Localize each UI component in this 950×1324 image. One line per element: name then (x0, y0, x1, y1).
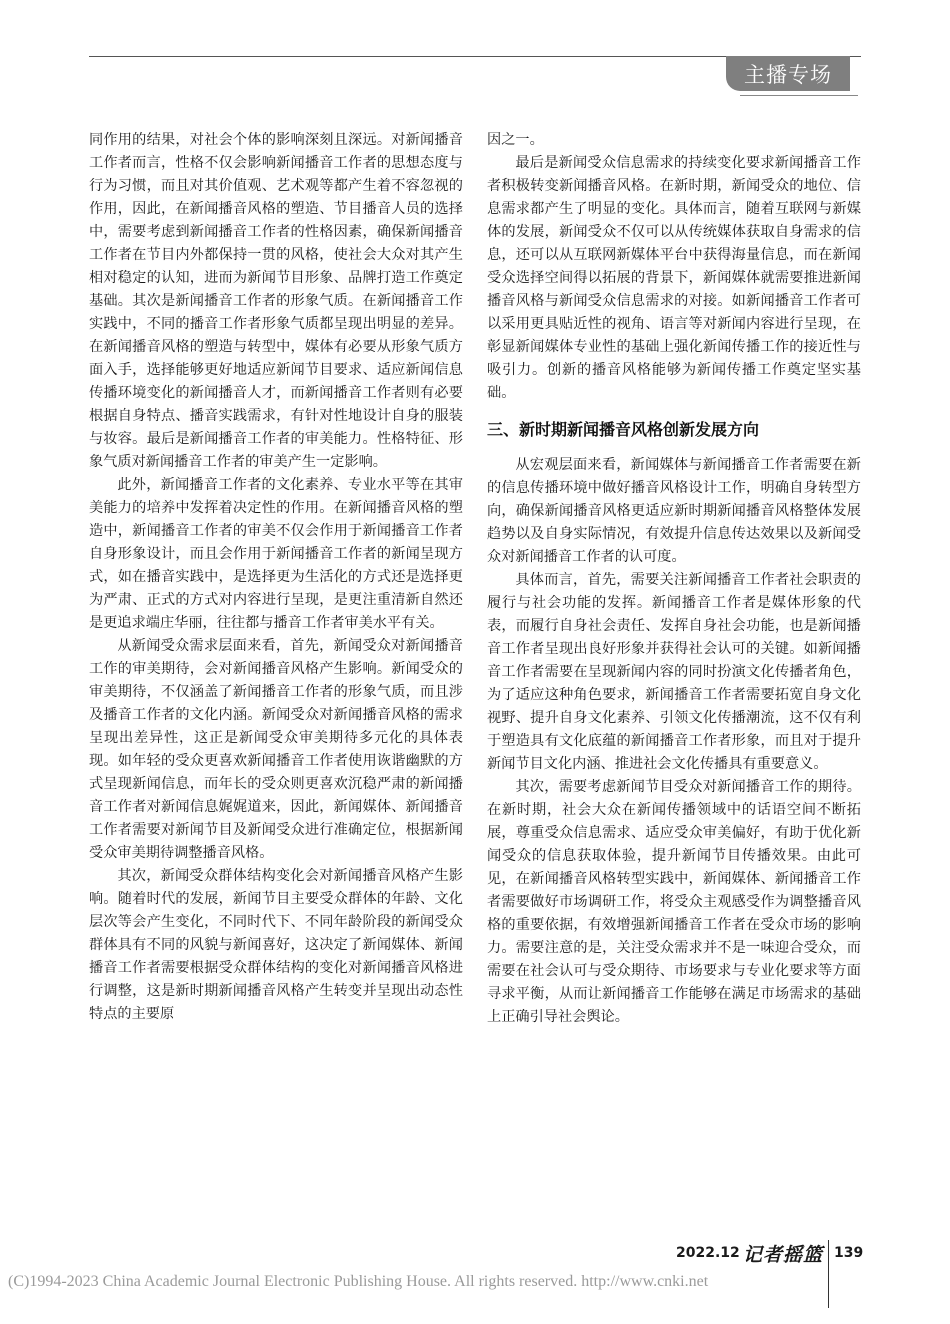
journal-logo: 记者摇篮 (743, 1244, 824, 1266)
copyright-watermark: (C)1994-2023 China Academic Journal Electronic Publishing House. All rights reserved. http://www.cnki.net (8, 1273, 709, 1290)
section-tag-label: 主播专场 (744, 62, 832, 87)
right-column (487, 129, 861, 1029)
body-paragraph: 因之一。 (487, 132, 544, 148)
left-column (89, 129, 463, 1026)
section-heading: 三、新时期新闻播音风格创新发展方向 (487, 420, 760, 439)
page-number: 139 (834, 1245, 864, 1261)
section-tag (726, 56, 850, 91)
body-paragraph: 从宏观层面来看，新闻媒体与新闻播音工作者需要在新的信息传播环境中做好播音风格设计工作，明确自身转型方向，确保新闻播音风格更适应新时期新闻播音风格整体发展趋势以及自身实际情况，有效提升信息传达效果以及新闻受众对新闻播音工作者的认可度。 (487, 457, 861, 565)
body-paragraph: 此外，新闻播音工作者的文化素养、专业水平等在其审美能力的培养中发挥着决定性的作用。在新闻播音风格的塑造中，新闻播音工作者的审美不仅会作用于新闻播音工作者自身形象设计，而且会作用于新闻播音工作者的新闻呈现方式，如在播音实践中，是选择更为生活化的方式还是选择更为严肃、正式的方式对内容进行呈现，是更注重清新自然还是更追求端庄华丽，往往都与播音工作者审美水平有关。 (89, 477, 463, 631)
section-tag-underline (740, 95, 858, 96)
body-paragraph: 其次，需要考虑新闻节目受众对新闻播音工作的期待。在新时期，社会大众在新闻传播领域中的话语空间不断拓展，尊重受众信息需求、适应受众审美偏好，有助于优化新闻受众的信息获取体验，提升新闻节目传播效果。由此可见，在新闻播音风格转型实践中，新闻媒体、新闻播音工作者需要做好市场调研工作，将受众主观感受作为调整播音风格的重要依据，有效增强新闻播音工作者在受众市场的影响力。需要注意的是，关注受众需求并不是一味迎合受众，而需要在社会认可与受众期待、市场要求与专业化要求等方面寻求平衡，从而让新闻播音工作能够在满足市场需求的基础上正确引导社会舆论。 (487, 779, 861, 1025)
issue-date: 2022.12 (676, 1245, 740, 1261)
body-paragraph: 从新闻受众需求层面来看，首先，新闻受众对新闻播音工作的审美期待，会对新闻播音风格产生影响。新闻受众的审美期待，不仅涵盖了新闻播音工作者的形象气质，而且涉及播音工作者的文化内涵。新闻受众对新闻播音风格的需求呈现出差异性，这正是新闻受众审美期待多元化的具体表现。如年轻的受众更喜欢新闻播音工作者使用诙谐幽默的方式呈现新闻信息，而年长的受众则更喜欢沉稳严肃的新闻播音工作者对新闻信息娓娓道来，因此，新闻媒体、新闻播音工作者需要对新闻节目及新闻受众进行准确定位，根据新闻受众审美期待调整播音风格。 (89, 638, 463, 861)
body-paragraph: 最后是新闻受众信息需求的持续变化要求新闻播音工作者积极转变新闻播音风格。在新时期，新闻受众的地位、信息需求都产生了明显的变化。具体而言，随着互联网与新媒体的发展，新闻受众不仅可以从传统媒体获取自身需求的信息，还可以从互联网新媒体平台中获得海量信息，而在新闻受众选择空间得以拓展的背景下，新闻媒体就需要推进新闻播音风格与新闻受众信息需求的对接。如新闻播音工作者可以采用更具贴近性的视角、语言等对新闻内容进行呈现，在彰显新闻媒体专业性的基础上强化新闻传播工作的接近性与吸引力。创新的播音风格能够为新闻传播工作奠定坚实基础。 (487, 155, 861, 401)
body-paragraph: 具体而言，首先，需要关注新闻播音工作者社会职责的履行与社会功能的发挥。新闻播音工作者是媒体形象的代表，而履行自身社会责任、发挥自身社会功能，也是新闻播音工作者呈现出良好形象并获得社会认可的关键。如新闻播音工作者需要在呈现新闻内容的同时扮演文化传播者角色，为了适应这种角色要求，新闻播音工作者需要拓宽自身文化视野、提升自身文化素养、引领文化传播潮流，这不仅有利于塑造具有文化底蕴的新闻播音工作者形象，而且对于提升新闻节目文化内涵、推进社会文化传播具有重要意义。 (487, 572, 861, 772)
body-paragraph: 其次，新闻受众群体结构变化会对新闻播音风格产生影响。随着时代的发展，新闻节目主要受众群体的年龄、文化层次等会产生变化，不同时代下、不同年龄阶段的新闻受众群体具有不同的风貌与新闻喜好，这决定了新闻媒体、新闻播音工作者需要根据受众群体结构的变化对新闻播音风格进行调整，这是新时期新闻播音风格产生转变并呈现出动态性特点的主要原 (89, 868, 463, 1022)
body-paragraph: 同作用的结果，对社会个体的影响深刻且深远。对新闻播音工作者而言，性格不仅会影响新闻播音工作者的思想态度与行为习惯，而且对其价值观、艺术观等都产生着不容忽视的作用，因此，在新闻播音风格的塑造、节目播音人员的选择中，需要考虑到新闻播音工作者的性格因素，确保新闻播音工作者在节目内外都保持一贯的风格，使社会大众对其产生相对稳定的认知，进而为新闻节目形象、品牌打造工作奠定基础。其次是新闻播音工作者的形象气质。在新闻播音工作实践中，不同的播音工作者形象气质都呈现出明显的差异。在新闻播音风格的塑造与转型中，媒体有必要从形象气质方面入手，选择能够更好地适应新闻节目要求、适应新闻信息传播环境变化的新闻播音人才，而新闻播音工作者则有必要根据自身特点、播音实践需求，有针对性地设计自身的服装与妆容。最后是新闻播音工作者的审美能力。性格特征、形象气质对新闻播音工作者的审美产生一定影响。 (89, 132, 463, 470)
